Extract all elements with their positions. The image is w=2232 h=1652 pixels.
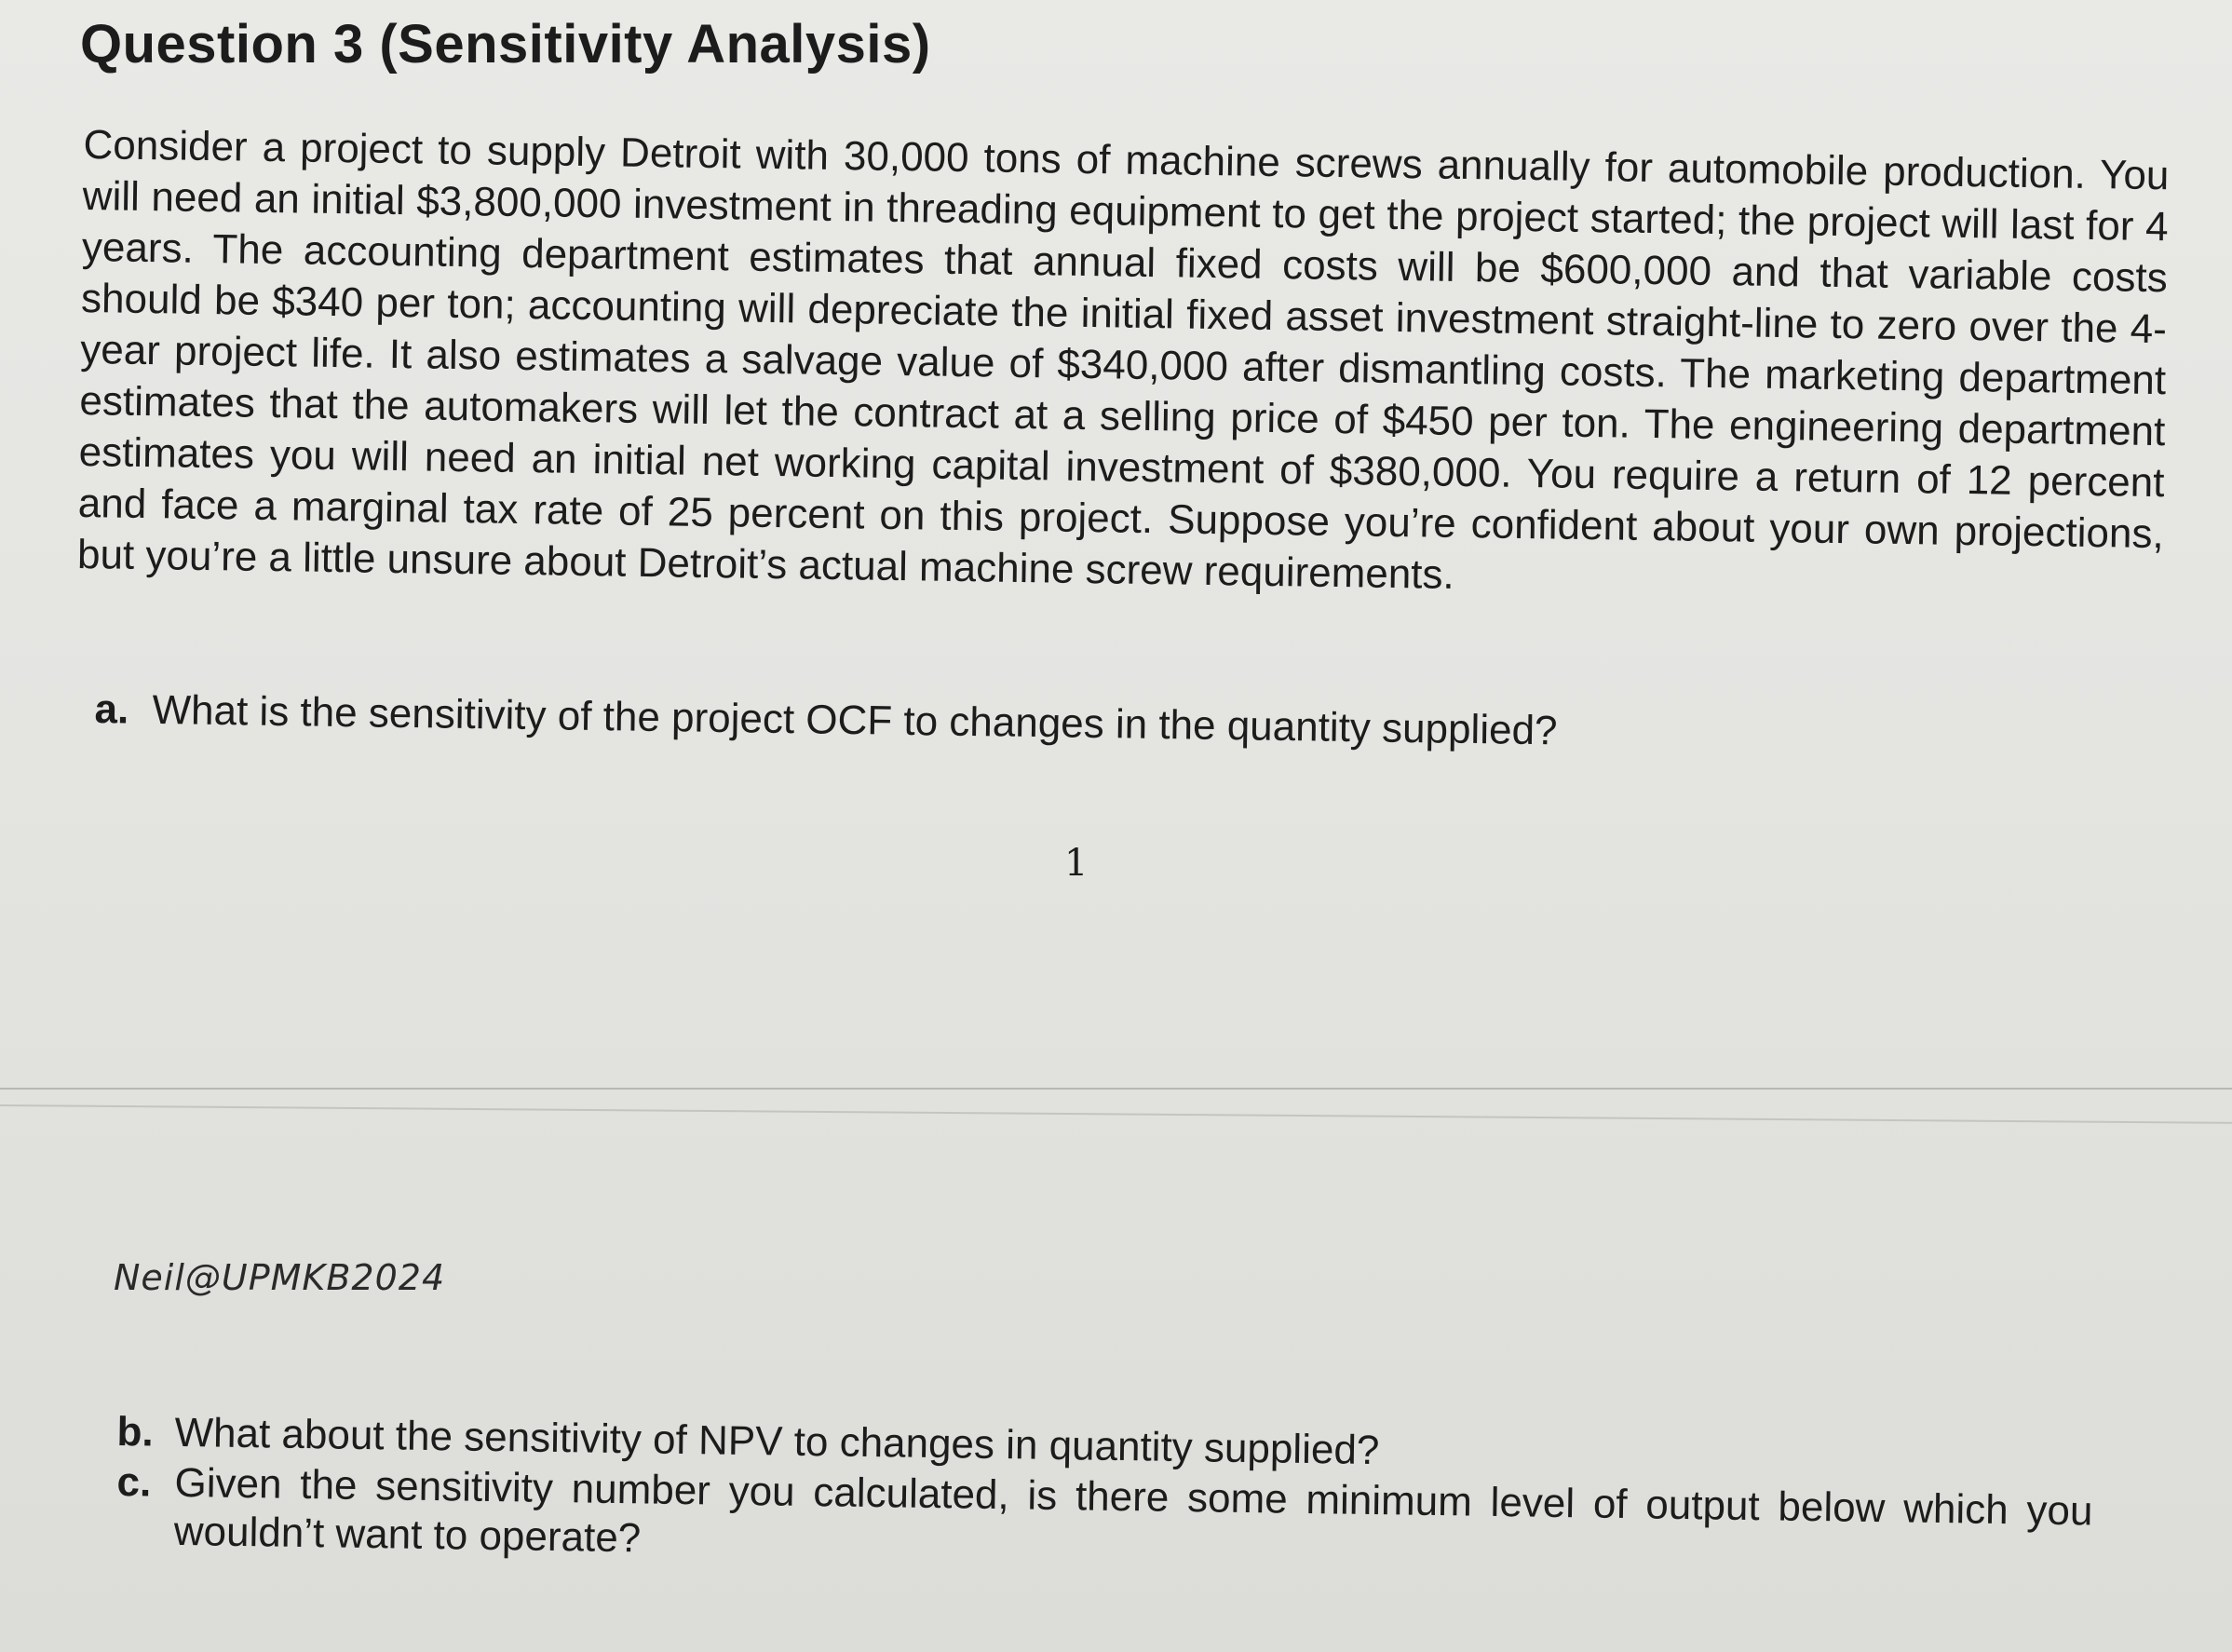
question-b-letter: b. <box>116 1408 155 1456</box>
problem-statement: Consider a project to supply Detroit with 30,000 tons of machine screws annually for automobile production. You will need an initial $3,800,000 investment in threading equipment to get the project started; the project will last for 4 years. The accounting department estimates that annual fixed costs will be $600,000 and that variable costs should be $340 per ton; accounting will depreciate the initial fixed asset investment straight-line to zero over the 4-year project life. It also estimates a salvage value of $340,000 after dismantling costs. The marketing department estimates that the automakers will let the contract at a selling price of $450 per ton. The engineering department estimates you will need an initial net working capital investment of $380,000. You require a return of 12 percent and face a marginal tax rate of 25 percent on this project. Suppose you’re confident about your own projections, but you’re a little unsure about Detroit’s actual machine screw requirements. <box>76 121 2170 598</box>
question-a-text: What is the sensitivity of the project OCF to changes in the quantity supplied? <box>152 686 1558 754</box>
question-a <box>94 685 1558 755</box>
question-c <box>115 1458 2100 1585</box>
question-title: Question 3 (Sensitivity Analysis) <box>80 14 931 74</box>
question-c-text: Given the sensitivity number you calculated, is there some minimum level of output below which you wouldn’t want to operate? <box>173 1459 2093 1562</box>
page-break-divider <box>0 1088 2232 1090</box>
page-number: 1 <box>1064 842 1089 885</box>
question-c-letter: c. <box>116 1458 152 1506</box>
question-a-letter: a. <box>94 685 129 733</box>
question-b-text: What about the sensitivity of NPV to changes in quantity supplied? <box>174 1409 1380 1474</box>
page-break-divider-secondary <box>0 1104 2232 1124</box>
watermark-text: Neil@UPMKB2024 <box>114 1257 446 1298</box>
